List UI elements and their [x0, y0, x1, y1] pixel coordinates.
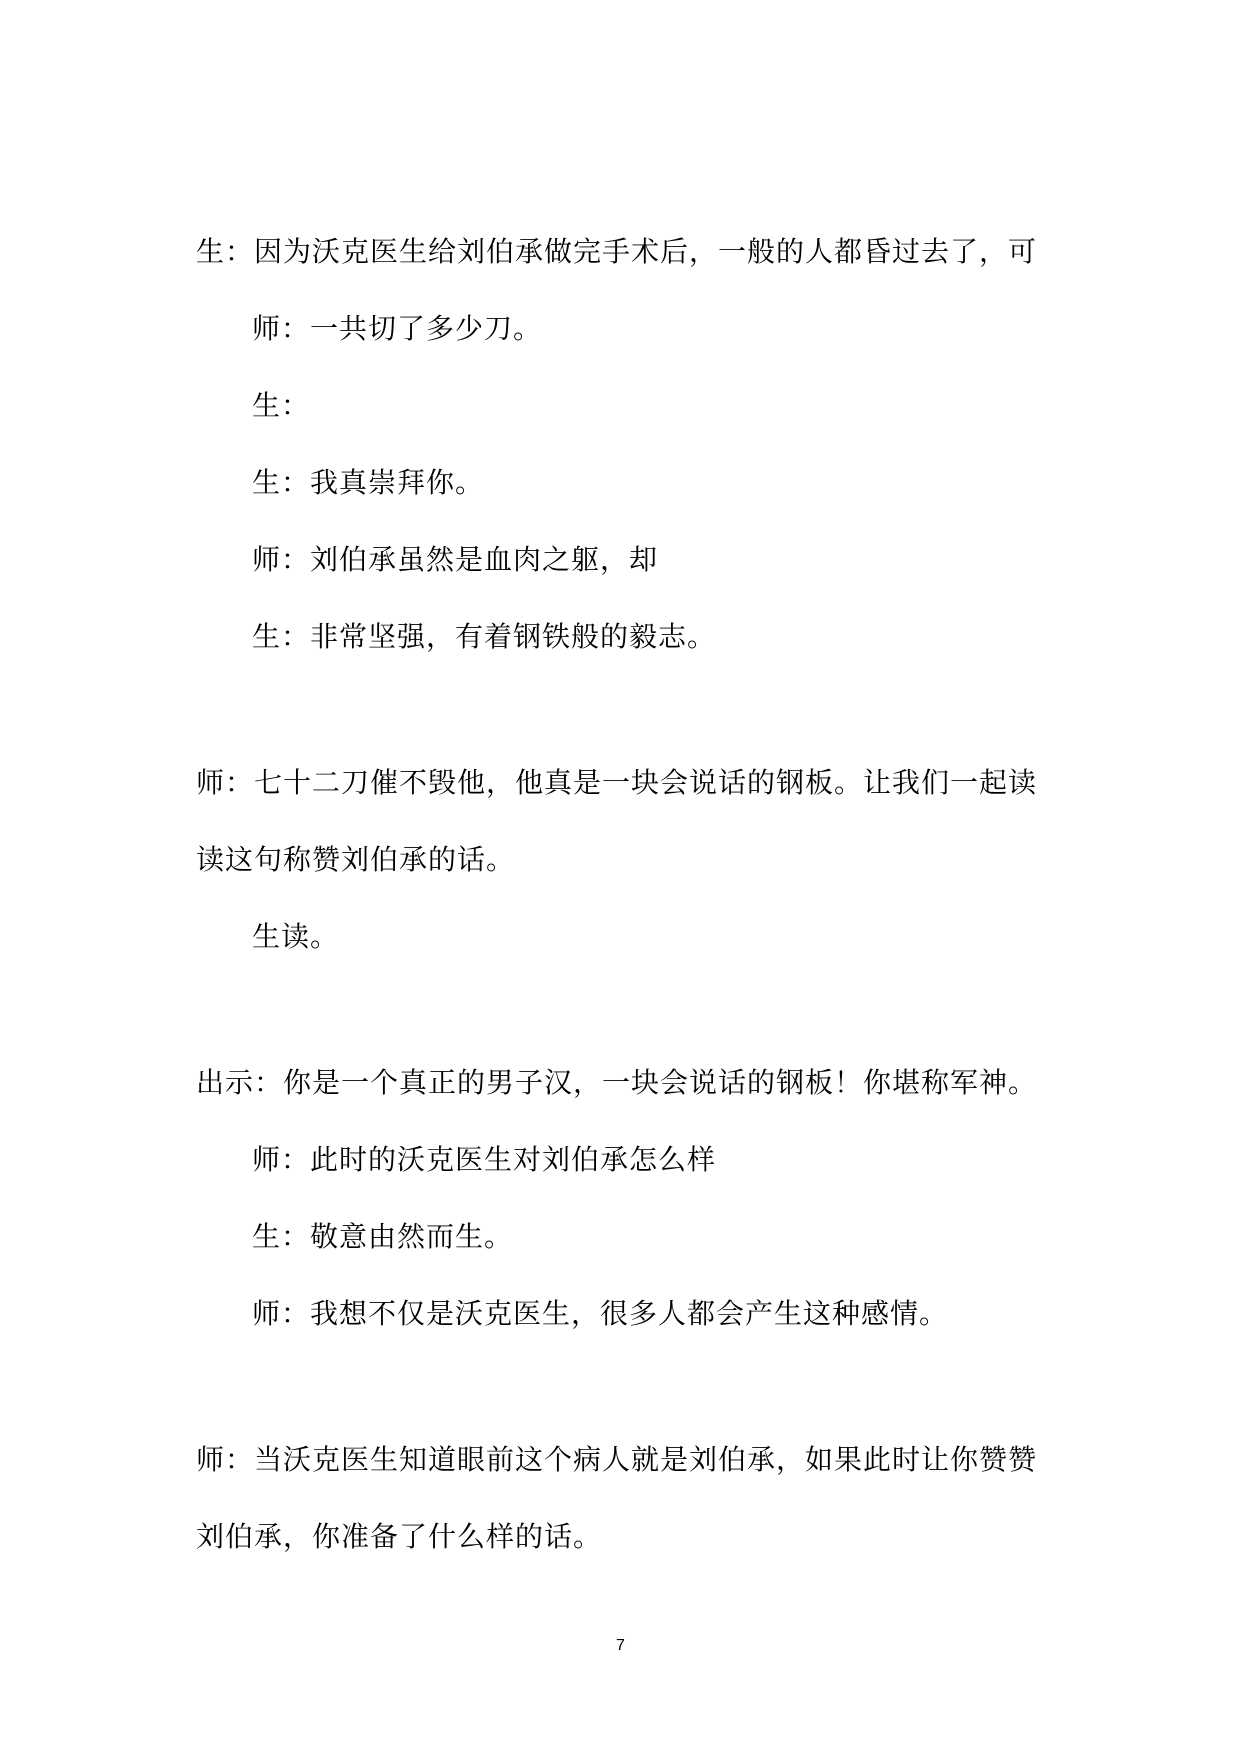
- paragraph-line: 师：一共切了多少刀。: [252, 312, 543, 345]
- paragraph-line: 生：因为沃克医生给刘伯承做完手术后，一般的人都昏过去了，可: [196, 235, 1038, 268]
- paragraph-line: 生：敬意由然而生。: [252, 1220, 514, 1253]
- page-number: 7: [616, 1637, 625, 1654]
- paragraph-line: 师：我想不仅是沃克医生，很多人都会产生这种感情。: [252, 1297, 949, 1330]
- paragraph-line: 读这句称赞刘伯承的话。: [196, 843, 516, 876]
- paragraph-line: 刘伯承，你准备了什么样的话。: [196, 1520, 603, 1553]
- paragraph-line: 生：: [252, 389, 311, 422]
- paragraph-line: 生：我真崇拜你。: [252, 466, 485, 499]
- paragraph-line: 生：非常坚强，有着钢铁般的毅志。: [252, 620, 717, 653]
- paragraph-line: 师：当沃克医生知道眼前这个病人就是刘伯承，如果此时让你赞赞: [196, 1443, 1038, 1476]
- paragraph-line: 出示：你是一个真正的男子汉，一块会说话的钢板！你堪称军神。: [196, 1066, 1038, 1099]
- paragraph-line: 师：七十二刀催不毁他，他真是一块会说话的钢板。让我们一起读: [196, 766, 1038, 799]
- paragraph-line: 生读。: [252, 920, 340, 953]
- paragraph-line: 师：此时的沃克医生对刘伯承怎么样: [252, 1143, 717, 1176]
- paragraph-line: 师：刘伯承虽然是血肉之躯，却: [252, 543, 659, 576]
